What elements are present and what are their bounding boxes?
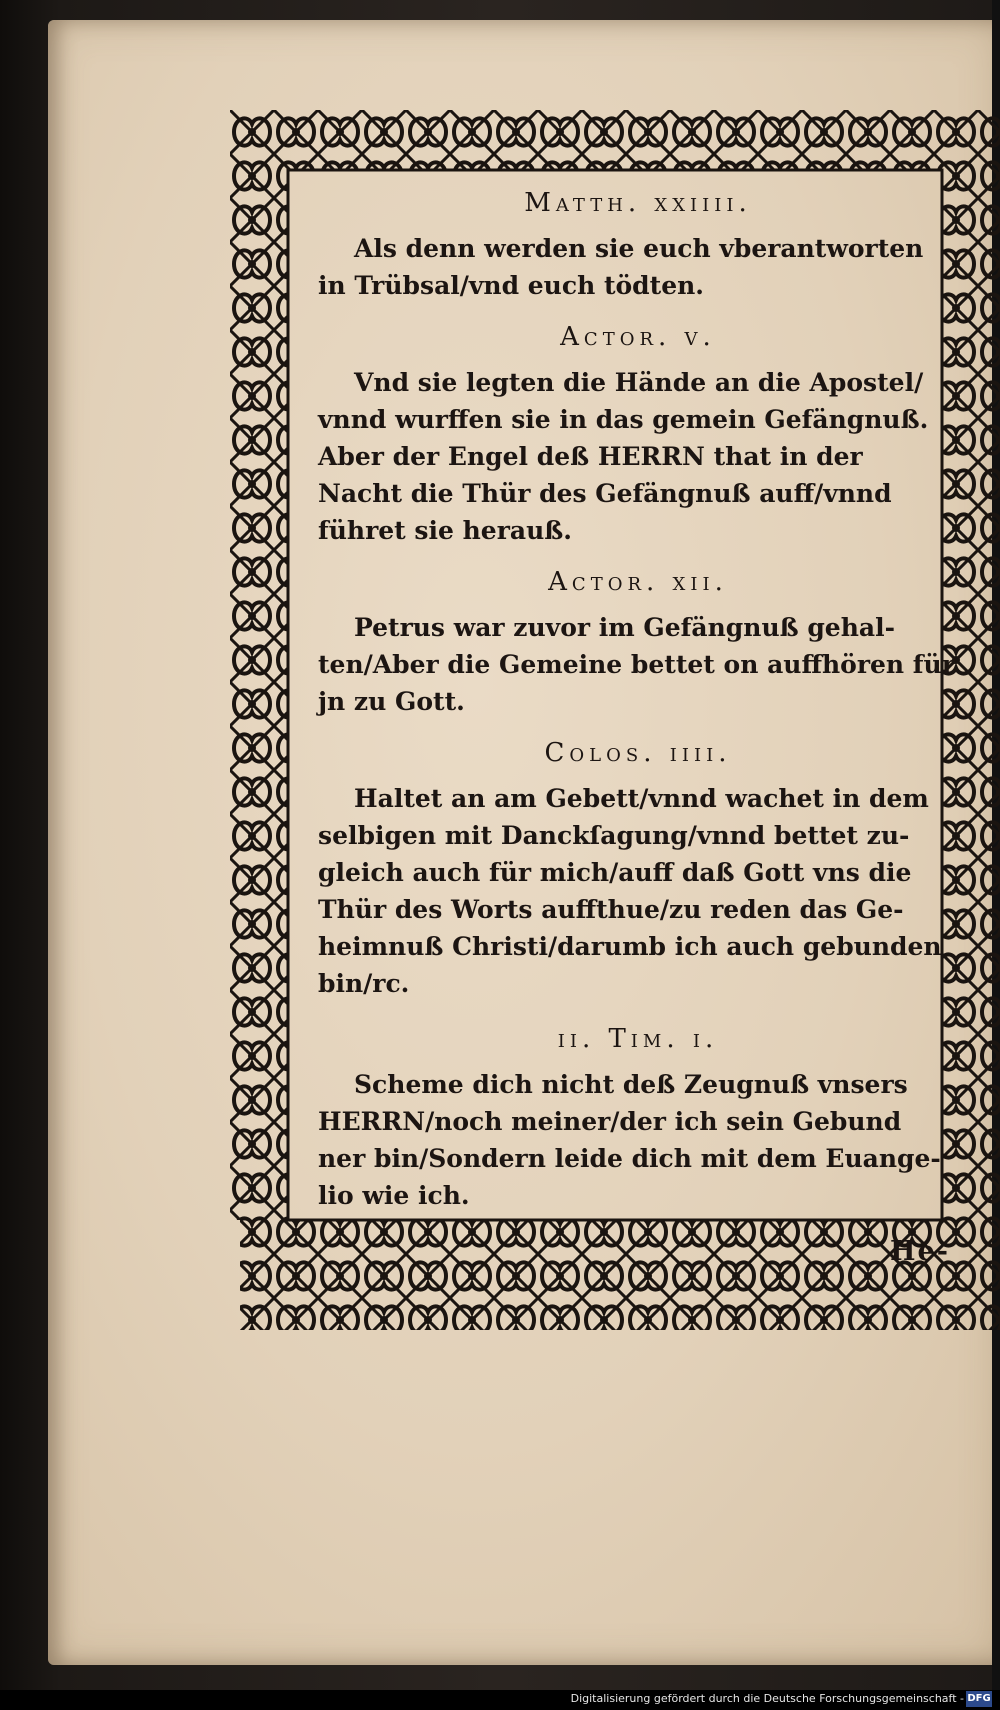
- section-heading: ii. Tim. i.: [557, 1024, 719, 1054]
- section-heading: Actor. xii.: [548, 567, 728, 597]
- section-actor-xii: [318, 567, 958, 720]
- page-content: [318, 188, 958, 1214]
- section-heading: Matth. xxiiii.: [524, 188, 752, 218]
- section-text: Petrus war zuvor im Gefängnuß gehal- ten/Aber die Gemeine bettet on auffhören für jn zu Gott.: [318, 613, 955, 716]
- section-text: Als denn werden sie euch vberantworten in Trübsal/vnd euch tödten.: [318, 234, 924, 300]
- section-tim: [318, 1024, 958, 1214]
- dfg-logo-icon: DFG: [966, 1691, 992, 1707]
- section-actor-v: [318, 322, 958, 549]
- catchword: He-: [890, 1236, 950, 1267]
- section-text: Vnd sie legten die Hände an die Apostel/ vnnd wurffen sie in das gemein Gefängnuß. Aber der Engel deß HERRN that in der Nacht die Thür des Gefängnuß auff/vnnd führet sie herauß.: [318, 368, 929, 545]
- section-matth: [318, 188, 958, 304]
- section-text: Scheme dich nicht deß Zeugnuß vnsers HERRN/noch meiner/der ich sein Gebund ner bin/Sondern leide dich mit dem Euange- lio wie ich.: [318, 1070, 941, 1210]
- section-colos: [318, 738, 958, 1002]
- section-text: Haltet an am Gebett/vnnd wachet in dem selbigen mit Danckſagung/vnnd bettet zu- gleich auch für mich/auff daß Gott vns die Thür des Worts auffthue/zu reden das Ge- heimnuß Christi/darumb ich auch gebunden bin/rc.: [318, 784, 942, 998]
- section-heading: Actor. v.: [560, 322, 716, 352]
- section-heading: Colos. iiii.: [544, 738, 732, 768]
- footer-credit: Digitalisierung gefördert durch die Deutsche Forschungsgemeinschaft -: [570, 1692, 964, 1705]
